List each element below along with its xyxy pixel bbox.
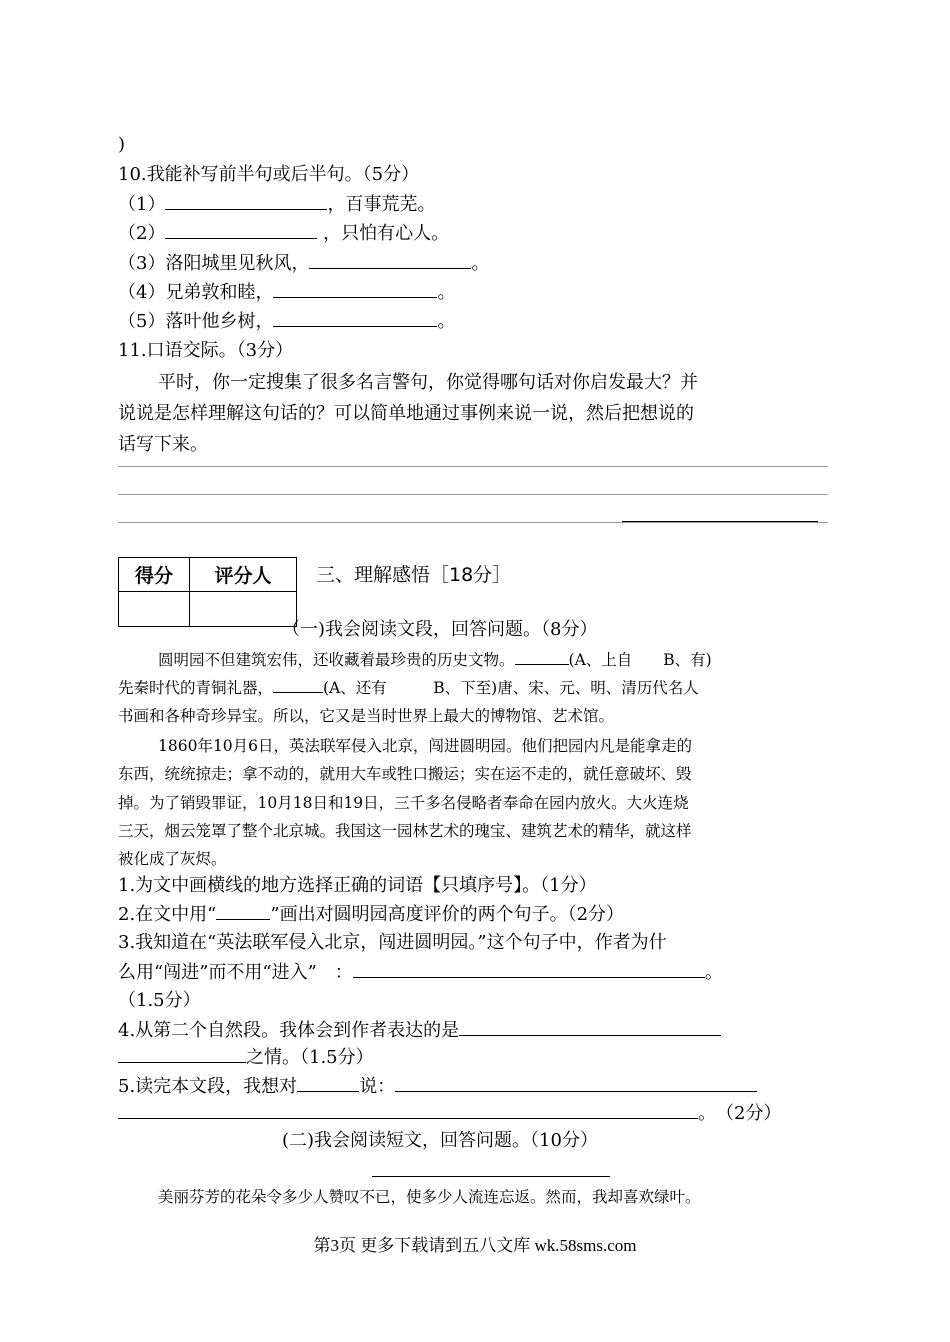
- q11-para-line-3: 话写下来。: [118, 434, 208, 455]
- q10-item-2: [118, 222, 449, 245]
- part1-para2-line-4: 三天，烟云笼罩了整个北京城。我国这一园林艺术的瑰宝、建筑艺术的精华，就这样: [118, 822, 692, 840]
- part1-para2-line-5: 被化成了灰烬。: [118, 850, 227, 868]
- word-choice-blank-2[interactable]: [273, 676, 323, 693]
- part2-first-line: 美丽芬芳的花朵令多少人赞叹不已，使多少人流连忘返。然而，我却喜欢绿叶。: [158, 1188, 701, 1206]
- para1-line1-options: (A、上自 B、有): [568, 651, 712, 669]
- q10-item-4-answer-blank[interactable]: [273, 281, 437, 298]
- grader-cell[interactable]: [190, 592, 297, 627]
- q2-text-pre: 2.在文中用“: [118, 904, 217, 925]
- q5-person-blank[interactable]: [297, 1075, 359, 1092]
- grader-header: 评分人: [190, 558, 297, 592]
- q10-item-4-prefix: （4）兄弟敦和睦，: [118, 282, 274, 303]
- page-footer: 第3页 更多下载请到五八文库 wk.58sms.com: [313, 1236, 637, 1255]
- q10-item-1-prefix: （1）: [118, 194, 166, 215]
- q10-item-2-answer-blank[interactable]: [165, 222, 317, 239]
- q2-text-post: ”画出对圆明园高度评价的两个句子。（2分）: [270, 904, 625, 925]
- part1-para1-line-3: 书画和各种奇珍异宝。所以，它又是当时世界上最大的博物馆、艺术馆。: [118, 707, 615, 725]
- q10-item-3: [118, 252, 489, 275]
- q4-answer-blank-1[interactable]: [459, 1019, 721, 1036]
- part1-question-2: [118, 903, 624, 926]
- score-cell[interactable]: [119, 592, 190, 627]
- section-3-title: 三、理解感悟［18分］: [316, 564, 512, 586]
- part1-question-4-line-2: [118, 1046, 374, 1069]
- part1-para2-line-2: 东西，统统掠走；拿不动的，就用大车或牲口搬运；实在运不走的，就任意破坏、毁: [118, 765, 692, 783]
- writing-line-3[interactable]: [118, 522, 828, 523]
- q11-para-line-1: 平时，你一定搜集了很多名言警句，你觉得哪句话对你启发最大？并: [158, 372, 698, 393]
- score-table: [118, 557, 297, 627]
- part1-question-4-line-1: [118, 1019, 721, 1042]
- part1-question-5-line-1: [118, 1075, 757, 1098]
- q10-item-4-text: 。: [437, 282, 456, 303]
- q3-text-pre: 么用“闯进”而不用“进入” ：: [118, 962, 353, 983]
- part1-question-3-line-2: [118, 961, 723, 984]
- continuation-paren: ): [118, 134, 126, 155]
- q11-title: 11.口语交际。（3分）: [118, 340, 294, 361]
- q2-underline-sample: [216, 903, 270, 920]
- q4-text-pre: 4.从第二个自然段。我体会到作者表达的是: [118, 1020, 460, 1041]
- para1-line2-text: 先秦时代的青铜礼器，: [118, 679, 274, 697]
- score-header: 得分: [119, 558, 190, 592]
- q10-item-1-text: ，百事荒芜。: [327, 194, 436, 215]
- word-choice-blank-1[interactable]: [515, 648, 569, 665]
- q5-text-mid: 说：: [359, 1076, 396, 1097]
- q5-text-post: 。 （2分）: [698, 1103, 782, 1124]
- part1-question-3-line-1: 3.我知道在“英法联军侵入北京，闯进圆明园。”这个句子中，作者为什: [118, 932, 667, 953]
- q10-item-5-text: 。: [437, 311, 456, 332]
- q10-item-5-answer-blank[interactable]: [273, 310, 437, 327]
- para1-line2-options: (A、还有 B、下至)唐、宋、元、明、清历代名人: [323, 679, 699, 697]
- part1-title: （一)我会阅读文段，回答问题。（8分）: [282, 619, 598, 640]
- q4-text-post: 之情。（1.5分）: [246, 1047, 374, 1068]
- para1-line1-text: 圆明园不但建筑宏伟，还收藏着最珍贵的历史文物。: [158, 651, 515, 669]
- q5-answer-blank-2[interactable]: [118, 1102, 698, 1119]
- q10-item-1-answer-blank[interactable]: [165, 193, 327, 210]
- writing-line-3-underline: [622, 521, 818, 522]
- part2-title-underline[interactable]: [372, 1176, 610, 1177]
- q10-item-2-text: ，只怕有心人。: [317, 223, 450, 244]
- q3-text-post: 。: [704, 962, 723, 983]
- q10-item-3-answer-blank[interactable]: [309, 252, 471, 269]
- q3-answer-blank[interactable]: [353, 961, 705, 978]
- q10-item-3-prefix: （3）洛阳城里见秋风，: [118, 253, 310, 274]
- q5-answer-blank-1[interactable]: [395, 1075, 757, 1092]
- part1-para1-line-1: [158, 648, 712, 671]
- q4-answer-blank-2[interactable]: [118, 1046, 246, 1063]
- writing-line-1[interactable]: [118, 466, 828, 467]
- part1-question-1: 1.为文中画横线的地方选择正确的词语【只填序号】。（1分）: [118, 875, 597, 896]
- q10-item-5-prefix: （5）落叶他乡树，: [118, 311, 274, 332]
- part1-para2-line-3: 掉。为了销毁罪证，10月18日和19日，三千多名侵略者奉命在园内放火。大火连烧: [118, 794, 689, 812]
- q5-text-pre: 5.读完本文段，我想对: [118, 1076, 298, 1097]
- q10-item-3-text: 。: [471, 253, 490, 274]
- q10-item-1: [118, 193, 435, 216]
- part1-para1-line-2: [118, 676, 699, 699]
- q10-item-2-prefix: （2）: [118, 223, 166, 244]
- q11-para-line-2: 说说是怎样理解这句话的？可以简单地通过事例来说一说，然后把想说的: [118, 403, 694, 424]
- part2-title: (二)我会阅读短文，回答问题。（10分）: [282, 1130, 598, 1151]
- q10-item-4: [118, 281, 455, 304]
- part1-question-3-line-3: （1.5分）: [118, 990, 201, 1011]
- part1-question-5-line-2: [118, 1102, 781, 1125]
- q10-title: 10.我能补写前半句或后半句。（5分）: [118, 164, 420, 185]
- writing-line-2[interactable]: [118, 494, 828, 495]
- part1-para2-line-1: 1860年10月6日，英法联军侵入北京，闯进圆明园。他们把园内凡是能拿走的: [158, 737, 693, 755]
- q10-item-5: [118, 310, 455, 333]
